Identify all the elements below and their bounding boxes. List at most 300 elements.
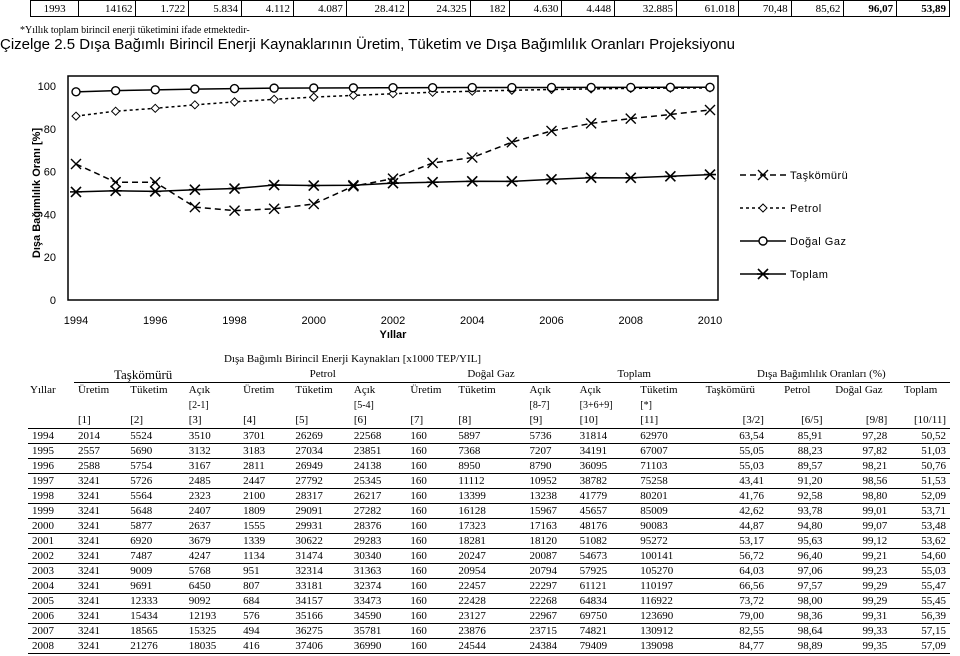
table-cell: 55,03 <box>891 564 950 579</box>
table-cell: 4.630 <box>509 1 562 17</box>
table-cell: 24138 <box>350 459 406 474</box>
table-cell: 51,53 <box>891 474 950 489</box>
table-cell: 8790 <box>525 459 575 474</box>
table-cell: 20794 <box>525 564 575 579</box>
table-cell: 18120 <box>525 534 575 549</box>
table-cell: 55,05 <box>693 444 768 459</box>
table-cell: 494 <box>239 624 291 639</box>
table-cell: 576 <box>239 609 291 624</box>
table-cell: 25345 <box>350 474 406 489</box>
table-cell: 99,29 <box>827 579 892 594</box>
table-cell: 3167 <box>185 459 239 474</box>
table-cell: 24.325 <box>408 1 470 17</box>
table-cell: 27282 <box>350 504 406 519</box>
year-cell: 2005 <box>28 594 74 609</box>
table-cell: 105270 <box>636 564 692 579</box>
table-cell: 52,09 <box>891 489 950 504</box>
table-cell: 16128 <box>454 504 525 519</box>
table-cell: 160 <box>406 594 454 609</box>
data-point <box>585 173 597 183</box>
table-cell: 7207 <box>525 444 575 459</box>
column-ref: [4] <box>243 414 256 426</box>
year-cell: 1999 <box>28 504 74 519</box>
table-cell: 18565 <box>126 624 185 639</box>
table-cell: 32314 <box>291 564 350 579</box>
table-cell: 9092 <box>185 594 239 609</box>
table-cell: 2100 <box>239 489 291 504</box>
table-cell: 22428 <box>454 594 525 609</box>
year-cell: 1997 <box>28 474 74 489</box>
column-ref: [11] <box>640 414 659 426</box>
column-ref: [3] <box>188 414 202 426</box>
group-header: Toplam <box>576 367 693 383</box>
table-cell: 36275 <box>291 624 350 639</box>
table-cell: 116922 <box>636 594 692 609</box>
table-cell: 62970 <box>636 429 692 444</box>
table-cell: 1134 <box>239 549 291 564</box>
table-cell: 26949 <box>291 459 350 474</box>
table-cell: 182 <box>470 1 509 17</box>
table-cell: 24384 <box>525 639 575 654</box>
energy-data-table <box>28 352 950 654</box>
table-cell: 64,03 <box>693 564 768 579</box>
empty-cell <box>28 398 74 413</box>
table-cell: 2485 <box>185 474 239 489</box>
table-cell: 3510 <box>185 429 239 444</box>
table-row <box>28 564 950 579</box>
table-cell: 98,36 <box>768 609 827 624</box>
table-cell: 97,57 <box>768 579 827 594</box>
table-cell: 31474 <box>291 549 350 564</box>
data-point <box>546 174 558 184</box>
table-cell: 30340 <box>350 549 406 564</box>
column-formula <box>827 398 892 413</box>
column-header: Üretim <box>77 384 110 396</box>
table-cell: 5877 <box>126 519 185 534</box>
column-formula <box>406 398 454 413</box>
column-header: Petrol <box>784 384 811 396</box>
table-cell: 79409 <box>576 639 637 654</box>
data-point <box>229 184 241 194</box>
table-cell: 70,48 <box>738 1 791 17</box>
column-header: Tüketim <box>458 384 496 396</box>
table-cell: 53,62 <box>891 534 950 549</box>
table-cell: 4.087 <box>294 1 347 17</box>
empty-cell <box>28 413 74 429</box>
header-row-cols <box>28 383 950 399</box>
x-tick-label: 1998 <box>222 315 247 327</box>
table-cell: 3701 <box>239 429 291 444</box>
table-cell: 3241 <box>74 504 126 519</box>
year-cell: 2003 <box>28 564 74 579</box>
column-header: Taşkömürü <box>705 384 756 396</box>
table-title: Dışa Bağımlı Birincil Enerji Kaynakları [x1000 TEP/YIL] <box>223 353 482 365</box>
table-cell: 99,23 <box>827 564 892 579</box>
data-point <box>149 186 161 196</box>
table-cell: 51082 <box>576 534 637 549</box>
column-formula <box>891 398 950 413</box>
data-point <box>191 85 199 93</box>
table-cell: 43,41 <box>693 474 768 489</box>
table-cell: 32.885 <box>615 1 677 17</box>
data-point <box>666 83 674 91</box>
table-cell: 17163 <box>525 519 575 534</box>
table-cell: 130912 <box>636 624 692 639</box>
data-point <box>151 104 159 112</box>
x-tick-label: 2000 <box>301 315 326 327</box>
table-cell: 29931 <box>291 519 350 534</box>
table-row <box>28 519 950 534</box>
table-cell: 3241 <box>74 579 126 594</box>
table-cell: 36990 <box>350 639 406 654</box>
column-ref: [5] <box>295 414 309 426</box>
group-header: Doğal Gaz <box>406 367 575 383</box>
data-point <box>389 84 397 92</box>
y-tick-label: 40 <box>43 209 56 222</box>
table-cell: 22568 <box>350 429 406 444</box>
table-row <box>28 444 950 459</box>
data-point <box>310 93 318 101</box>
dependency-line-chart <box>0 60 960 350</box>
table-cell: 54,60 <box>891 549 950 564</box>
table-cell: 160 <box>406 444 454 459</box>
table-cell: 91,20 <box>768 474 827 489</box>
table-cell: 31814 <box>576 429 637 444</box>
year-cell: 1994 <box>28 429 74 444</box>
data-point <box>270 84 278 92</box>
column-formula <box>74 398 126 413</box>
table-cell: 33181 <box>291 579 350 594</box>
table-cell: 90083 <box>636 519 692 534</box>
column-ref: [9/8] <box>865 414 888 426</box>
table-cell: 1809 <box>239 504 291 519</box>
table-row <box>28 459 950 474</box>
data-point <box>627 83 635 91</box>
column-ref: [8] <box>458 414 472 426</box>
table-row <box>28 609 950 624</box>
data-point <box>308 181 320 191</box>
table-cell: 13238 <box>525 489 575 504</box>
data-point <box>268 180 280 190</box>
table-cell: 4.448 <box>562 1 615 17</box>
x-tick-label: 2002 <box>380 315 406 327</box>
chart-legend <box>740 170 848 281</box>
table-cell: 416 <box>239 639 291 654</box>
table-cell: 98,56 <box>827 474 892 489</box>
data-point <box>428 158 438 168</box>
x-tick-label: 1996 <box>143 315 168 327</box>
table-cell: 50,76 <box>891 459 950 474</box>
column-formula: [3+6+9] <box>579 400 613 411</box>
column-formula <box>126 398 185 413</box>
table-cell: 1555 <box>239 519 291 534</box>
table-cell: 23851 <box>350 444 406 459</box>
table-cell: 6450 <box>185 579 239 594</box>
table-cell: 160 <box>406 459 454 474</box>
table-cell: 61.018 <box>677 1 739 17</box>
table-row <box>28 534 950 549</box>
table-cell: 14162 <box>79 1 136 17</box>
table-cell: 5524 <box>126 429 185 444</box>
table-cell: 123690 <box>636 609 692 624</box>
table-cell: 6920 <box>126 534 185 549</box>
column-header: Tüketim <box>130 384 168 396</box>
table-cell: 99,21 <box>827 549 892 564</box>
chart-axes <box>31 76 722 341</box>
table-cell: 95272 <box>636 534 692 549</box>
table-cell: 54673 <box>576 549 637 564</box>
table-cell: 5754 <box>126 459 185 474</box>
table-cell: 34157 <box>291 594 350 609</box>
data-point <box>110 186 122 196</box>
table-cell: 22297 <box>525 579 575 594</box>
data-point <box>468 84 476 92</box>
table-cell: 3241 <box>74 609 126 624</box>
table-row <box>28 549 950 564</box>
data-point <box>150 177 160 187</box>
table-cell: 160 <box>406 429 454 444</box>
table-cell: 160 <box>406 519 454 534</box>
legend-marker <box>759 237 767 245</box>
table-cell: 26269 <box>291 429 350 444</box>
table-cell: 2811 <box>239 459 291 474</box>
group-header: Taşkömürü <box>74 367 239 383</box>
column-formula <box>454 398 525 413</box>
table-cell: 98,00 <box>768 594 827 609</box>
table-cell: 29283 <box>350 534 406 549</box>
y-tick-label: 80 <box>43 123 56 136</box>
table-cell: 5736 <box>525 429 575 444</box>
year-header: Yıllar <box>30 383 56 396</box>
x-tick-label: 2006 <box>539 315 564 327</box>
table-cell: 23876 <box>454 624 525 639</box>
table-cell: 99,12 <box>827 534 892 549</box>
column-ref: [1] <box>77 414 91 426</box>
table-cell: 9691 <box>126 579 185 594</box>
table-cell: 57,15 <box>891 624 950 639</box>
table-cell: 41779 <box>576 489 637 504</box>
column-formula: [5-4] <box>353 400 374 411</box>
data-point <box>587 83 595 91</box>
table-cell: 2637 <box>185 519 239 534</box>
table-cell: 15434 <box>126 609 185 624</box>
table-cell: 29091 <box>291 504 350 519</box>
table-cell: 951 <box>239 564 291 579</box>
legend-marker <box>757 269 769 279</box>
legend-label: Toplam <box>790 269 829 281</box>
table-cell: 98,89 <box>768 639 827 654</box>
table-cell: 66,56 <box>693 579 768 594</box>
table-cell: 73,72 <box>693 594 768 609</box>
table-row <box>28 429 950 444</box>
header-row-title <box>28 352 950 367</box>
table-cell: 20087 <box>525 549 575 564</box>
x-tick-label: 1994 <box>63 315 89 327</box>
header-row-groups <box>28 367 950 383</box>
table-cell: 95,63 <box>768 534 827 549</box>
table-cell: 2323 <box>185 489 239 504</box>
column-header: Toplam <box>903 384 938 396</box>
table-cell: 56,39 <box>891 609 950 624</box>
year-cell: 1996 <box>28 459 74 474</box>
legend-marker <box>758 170 768 180</box>
table-cell: 5897 <box>454 429 525 444</box>
table-cell: 88,23 <box>768 444 827 459</box>
table-cell: 75258 <box>636 474 692 489</box>
table-cell: 160 <box>406 504 454 519</box>
column-formula <box>693 398 768 413</box>
table-cell: 74821 <box>576 624 637 639</box>
table-cell: 12333 <box>126 594 185 609</box>
table-cell: 3241 <box>74 489 126 504</box>
footnote: *Yıllık toplam birincil enerji tüketimini ifade etmektedir- <box>20 25 250 36</box>
data-point <box>466 176 478 186</box>
table-cell: 3241 <box>74 549 126 564</box>
data-point <box>625 173 637 183</box>
table-cell: 22457 <box>454 579 525 594</box>
table-cell: 160 <box>406 474 454 489</box>
table-cell: 33473 <box>350 594 406 609</box>
column-formula: [8-7] <box>529 400 550 411</box>
year-cell: 1995 <box>28 444 74 459</box>
table-cell: 160 <box>406 639 454 654</box>
table-cell: 67007 <box>636 444 692 459</box>
legend-label: Taşkömürü <box>790 170 849 182</box>
table-cell: 97,28 <box>827 429 892 444</box>
empty-cell <box>28 352 74 367</box>
header-row-refs <box>28 413 950 429</box>
column-header: Üretim <box>410 384 442 396</box>
data-point <box>71 159 81 169</box>
data-point <box>72 112 80 120</box>
y-tick-label: 20 <box>43 252 56 265</box>
table-body <box>28 429 950 654</box>
table-cell: 5726 <box>126 474 185 489</box>
year-cell: 2002 <box>28 549 74 564</box>
table-cell: 15967 <box>525 504 575 519</box>
column-ref: [6] <box>353 414 367 426</box>
table-cell: 2014 <box>74 429 126 444</box>
data-point <box>112 107 120 115</box>
table-cell: 71103 <box>636 459 692 474</box>
table-cell: 97,06 <box>768 564 827 579</box>
table-cell: 20247 <box>454 549 525 564</box>
table-cell: 94,80 <box>768 519 827 534</box>
column-ref: [6/5] <box>801 414 823 426</box>
table-cell: 34191 <box>576 444 637 459</box>
table-cell: 5690 <box>126 444 185 459</box>
table-row <box>28 579 950 594</box>
table-cell: 27792 <box>291 474 350 489</box>
table-cell: 1993 <box>31 1 79 17</box>
table-row <box>31 1 950 17</box>
table-cell: 98,80 <box>827 489 892 504</box>
data-point <box>191 101 199 109</box>
table-cell: 3679 <box>185 534 239 549</box>
table-cell: 85,62 <box>791 1 844 17</box>
table-cell: 3241 <box>74 564 126 579</box>
data-point <box>151 86 159 94</box>
table-cell: 3241 <box>74 534 126 549</box>
table-cell: 21276 <box>126 639 185 654</box>
table-cell: 17323 <box>454 519 525 534</box>
table-cell: 160 <box>406 579 454 594</box>
table-cell: 22268 <box>525 594 575 609</box>
table-row <box>28 639 950 654</box>
table-cell: 56,72 <box>693 549 768 564</box>
data-point <box>310 84 318 92</box>
table-cell: 9009 <box>126 564 185 579</box>
table-cell: 160 <box>406 609 454 624</box>
table-cell: 80201 <box>636 489 692 504</box>
table-cell: 20954 <box>454 564 525 579</box>
table-cell: 84,77 <box>693 639 768 654</box>
table-cell: 4.112 <box>241 1 293 17</box>
table-cell: 35166 <box>291 609 350 624</box>
table-cell: 5648 <box>126 504 185 519</box>
table-cell: 55,03 <box>693 459 768 474</box>
legend-marker <box>759 204 767 212</box>
table-cell: 28376 <box>350 519 406 534</box>
table-row <box>28 504 950 519</box>
table-cell: 36095 <box>576 459 637 474</box>
table-cell: 30622 <box>291 534 350 549</box>
column-formula <box>239 398 291 413</box>
table-cell: 41,76 <box>693 489 768 504</box>
table-cell: 3241 <box>74 594 126 609</box>
x-tick-label: 2004 <box>460 315 485 327</box>
year-cell: 2000 <box>28 519 74 534</box>
table-cell: 28317 <box>291 489 350 504</box>
data-point <box>112 87 120 95</box>
table-cell: 7368 <box>454 444 525 459</box>
table-cell: 53,48 <box>891 519 950 534</box>
table-cell: 64834 <box>576 594 637 609</box>
group-header: Petrol <box>239 367 406 383</box>
table-cell: 97,82 <box>827 444 892 459</box>
data-point <box>507 137 517 147</box>
column-ref: [2] <box>130 414 144 426</box>
column-ref: [10/11] <box>914 414 946 426</box>
table-cell: 684 <box>239 594 291 609</box>
table-caption: Çizelge 2.5 Dışa Bağımlı Birincil Enerji Kaynaklarının Üretim, Tüketim ve Dışa Bağımlılık Oranları Projeksiyonu <box>0 36 735 53</box>
data-point <box>387 178 399 188</box>
data-point <box>427 177 439 187</box>
table-cell: 63,54 <box>693 429 768 444</box>
table-cell: 45657 <box>576 504 637 519</box>
table-cell: 38782 <box>576 474 637 489</box>
column-header: Açık <box>529 384 551 396</box>
table-row <box>28 624 950 639</box>
year-cell: 2004 <box>28 579 74 594</box>
table-cell: 55,47 <box>891 579 950 594</box>
table-cell: 51,03 <box>891 444 950 459</box>
table-cell: 18035 <box>185 639 239 654</box>
data-point <box>72 88 80 96</box>
y-tick-label: 100 <box>37 81 56 93</box>
table-cell: 48176 <box>576 519 637 534</box>
table-cell: 1339 <box>239 534 291 549</box>
table-cell: 85,91 <box>768 429 827 444</box>
table-cell: 53,17 <box>693 534 768 549</box>
column-ref: [10] <box>579 414 598 426</box>
table-cell: 2588 <box>74 459 126 474</box>
previous-table-last-row <box>30 0 950 17</box>
empty-cell <box>28 367 74 383</box>
table-header <box>28 352 950 429</box>
table-cell: 57,09 <box>891 639 950 654</box>
table-cell: 89,57 <box>768 459 827 474</box>
